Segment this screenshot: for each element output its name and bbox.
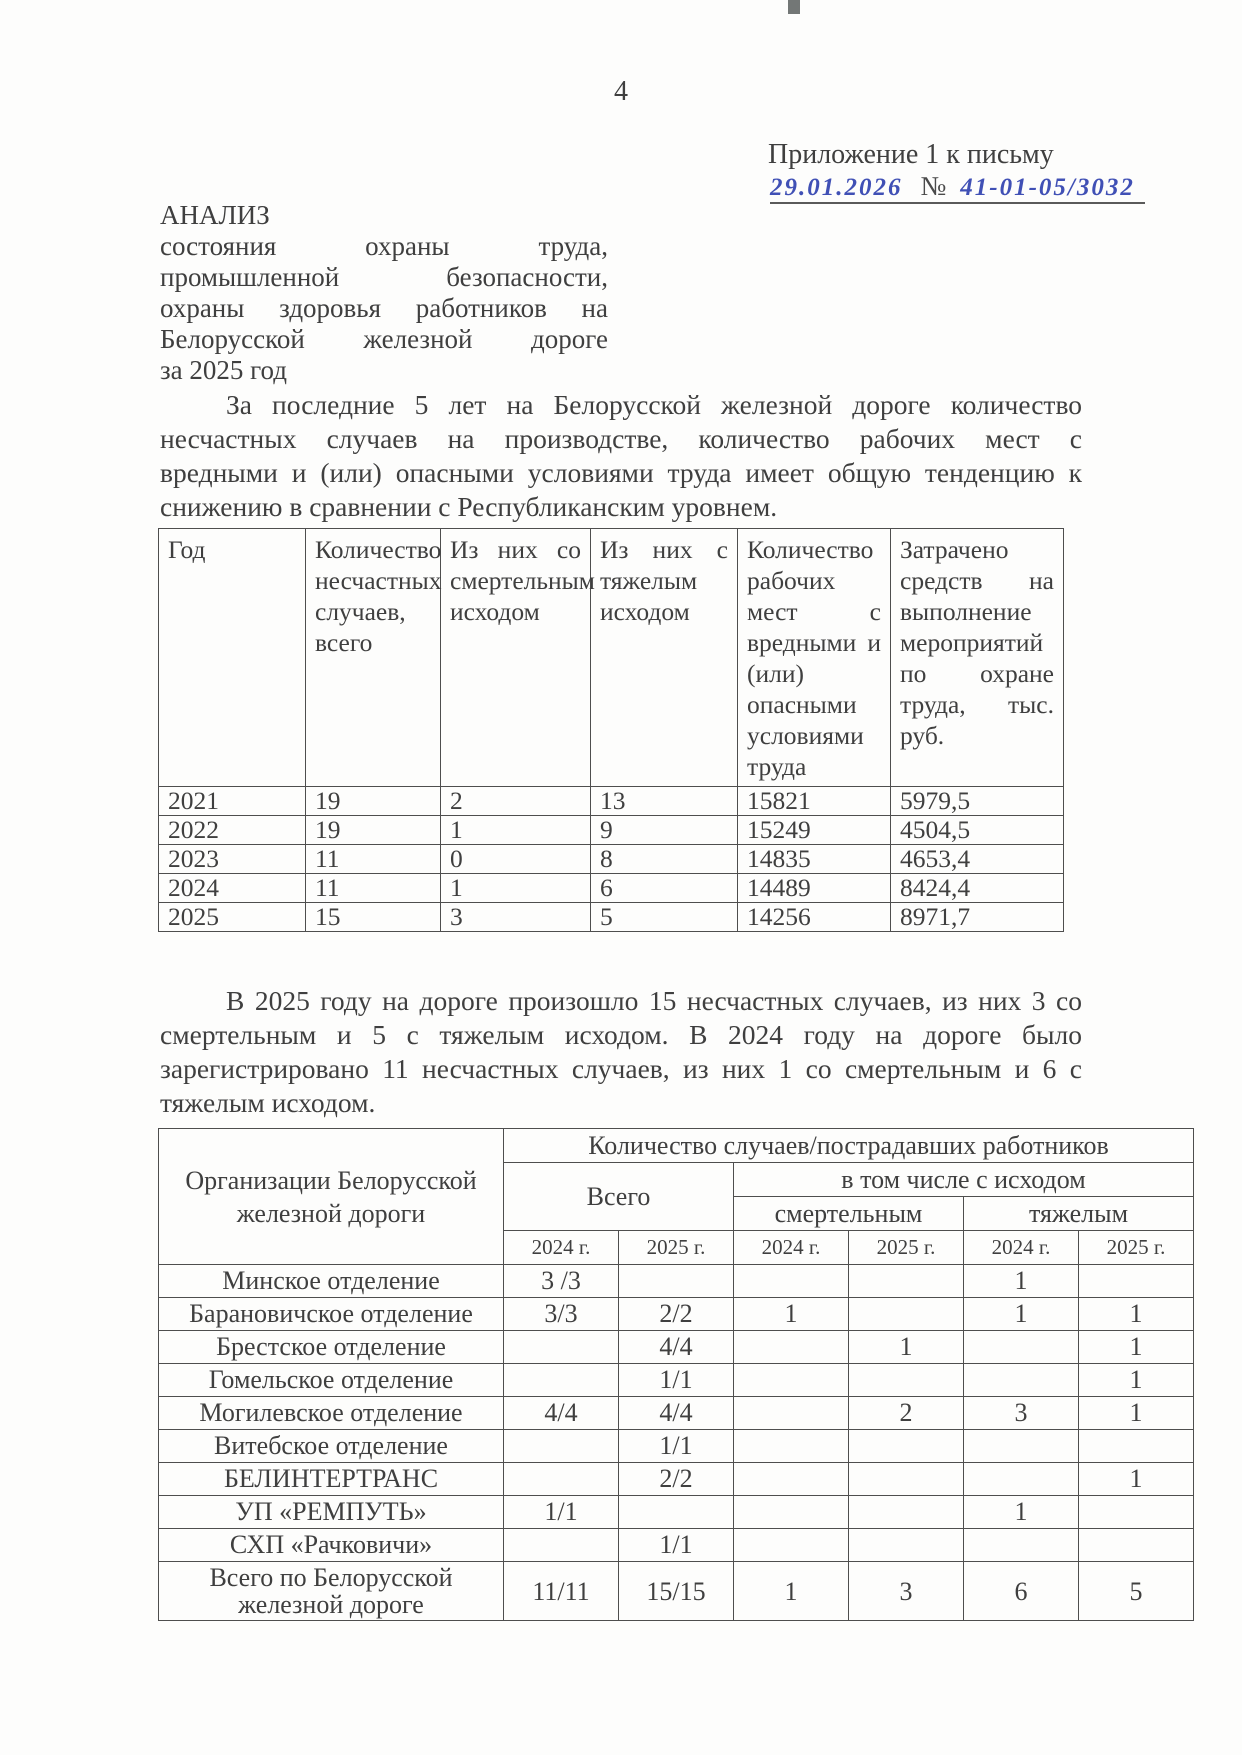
table-cell: 1 (1079, 1298, 1194, 1331)
paragraph-line: зарегистрировано 11 несчастных случаев, из них 1 со смертельным и 6 с (160, 1053, 1082, 1084)
table-cell (1079, 1265, 1194, 1298)
table-row (159, 1496, 1194, 1529)
organization-name: УП «РЕМПУТЬ» (159, 1496, 504, 1529)
table-cell: 3 (849, 1562, 964, 1621)
header-cell-spent-funds: Затрачено средств на выполнение мероприятий по охране труда, тыс. руб. (891, 529, 1064, 787)
organization-name: Могилевское отделение (159, 1397, 504, 1430)
table-cell: 8424,4 (891, 874, 1064, 903)
table-total-row (159, 1562, 1194, 1621)
table-cell: 8971,7 (891, 903, 1064, 932)
table-cell: 1 (964, 1265, 1079, 1298)
title-line: охраны здоровья работников на (160, 293, 608, 323)
header-cell-outcome: в том числе с исходом (734, 1163, 1194, 1197)
table-cell (504, 1463, 619, 1496)
table-cell (1079, 1496, 1194, 1529)
table-row (159, 874, 1064, 903)
table-cell (849, 1496, 964, 1529)
title-line: АНАЛИЗ (160, 200, 270, 230)
table-cell: 1 (734, 1562, 849, 1621)
table-cell (849, 1430, 964, 1463)
title-line: Белорусской железной дороге (160, 324, 608, 354)
organization-name: Брестское отделение (159, 1331, 504, 1364)
table-cell (964, 1331, 1079, 1364)
header-cell-severe: Из них с тяжелым исходом (591, 529, 738, 787)
table-row (159, 1463, 1194, 1496)
organization-name: Барановичское отделение (159, 1298, 504, 1331)
table-cell (734, 1496, 849, 1529)
table-cell: 2024 (159, 874, 306, 903)
accidents-by-year-table (158, 528, 1064, 932)
table-row (159, 787, 1064, 816)
table-cell (619, 1265, 734, 1298)
table-cell (734, 1463, 849, 1496)
table-cell: 1 (1079, 1331, 1194, 1364)
table-cell: 4653,4 (891, 845, 1064, 874)
table-cell: 6 (591, 874, 738, 903)
table-cell: 15249 (738, 816, 891, 845)
table-cell (1079, 1529, 1194, 1562)
table-cell: 1 (441, 816, 591, 845)
table-cell: 4/4 (619, 1397, 734, 1430)
table-cell: 6 (964, 1562, 1079, 1621)
table-cell: 4/4 (619, 1331, 734, 1364)
paragraph-line: несчастных случаев на производстве, количество рабочих мест с (160, 423, 1082, 454)
header-cell-year-2024: 2024 г. (734, 1231, 849, 1265)
table-cell: 2025 (159, 903, 306, 932)
table-cell: 1/1 (619, 1364, 734, 1397)
table-cell (849, 1463, 964, 1496)
table-cell: 2/2 (619, 1298, 734, 1331)
table-cell: 14489 (738, 874, 891, 903)
paragraph-line: тяжелым исходом. (160, 1087, 376, 1118)
table-cell: 1 (1079, 1364, 1194, 1397)
table-cell (734, 1529, 849, 1562)
paragraph-line: За последние 5 лет на Белорусской железной дороге количество (226, 389, 1082, 420)
organization-name: Витебское отделение (159, 1430, 504, 1463)
table-row (159, 845, 1064, 874)
table-cell (849, 1298, 964, 1331)
header-cell-severe-outcome: тяжелым (964, 1197, 1194, 1231)
table-header-row (159, 529, 1064, 787)
table-cell (734, 1397, 849, 1430)
table-cell (964, 1364, 1079, 1397)
table-cell: 19 (306, 816, 441, 845)
table-cell: 2/2 (619, 1463, 734, 1496)
title-line: промышленной безопасности, (160, 262, 608, 292)
header-cell-accidents-total: Количество несчастных случаев, всего (306, 529, 441, 787)
header-cell-fatal-outcome: смертельным (734, 1197, 964, 1231)
table-cell (504, 1331, 619, 1364)
table-row (159, 1529, 1194, 1562)
table-cell: 8 (591, 845, 738, 874)
table-cell (849, 1529, 964, 1562)
table-cell: 1 (441, 874, 591, 903)
table-cell (964, 1463, 1079, 1496)
table-cell: 1 (734, 1298, 849, 1331)
header-cell-total: Всего (504, 1163, 734, 1231)
table-header-row (159, 1129, 1194, 1163)
table-cell: 1/1 (619, 1529, 734, 1562)
table-cell: 1 (964, 1496, 1079, 1529)
table-cell: 0 (441, 845, 591, 874)
table-row (159, 1364, 1194, 1397)
table-cell: 1 (849, 1331, 964, 1364)
table-cell (849, 1364, 964, 1397)
table-cell (504, 1364, 619, 1397)
table-cell: 9 (591, 816, 738, 845)
title-line: состояния охраны труда, (160, 231, 608, 261)
table-cell: 2 (441, 787, 591, 816)
table-cell: 1 (964, 1298, 1079, 1331)
header-cell-year-2025: 2025 г. (619, 1231, 734, 1265)
table-cell (734, 1265, 849, 1298)
table-row (159, 1331, 1194, 1364)
header-cell-cases-count: Количество случаев/пострадавших работников (504, 1129, 1194, 1163)
header-cell-year-2025: 2025 г. (849, 1231, 964, 1265)
table-cell: 4504,5 (891, 816, 1064, 845)
organization-name: Минское отделение (159, 1265, 504, 1298)
table-row (159, 816, 1064, 845)
table-cell: 2022 (159, 816, 306, 845)
organizations-accidents-table (158, 1128, 1194, 1621)
table-cell: 14835 (738, 845, 891, 874)
table-cell: 5 (1079, 1562, 1194, 1621)
table-cell: 13 (591, 787, 738, 816)
page-number: 4 (614, 76, 628, 107)
table-cell: 3 /3 (504, 1265, 619, 1298)
annex-label: Приложение 1 к письму (768, 139, 1054, 170)
table-cell (734, 1430, 849, 1463)
table-row (159, 1298, 1194, 1331)
table-cell: 11/11 (504, 1562, 619, 1621)
header-cell-year: Год (159, 529, 306, 787)
table-cell: 1 (1079, 1463, 1194, 1496)
table-cell: 3 (441, 903, 591, 932)
table-cell: 3/3 (504, 1298, 619, 1331)
table-cell (964, 1430, 1079, 1463)
table-row (159, 1265, 1194, 1298)
table-cell: 11 (306, 845, 441, 874)
table-cell (734, 1364, 849, 1397)
table-cell: 1/1 (504, 1496, 619, 1529)
organization-name: СХП «Рачковичи» (159, 1529, 504, 1562)
header-cell-organizations: Организации Белорусской железной дороги (159, 1129, 504, 1265)
table-cell: 11 (306, 874, 441, 903)
table-cell (849, 1265, 964, 1298)
table-row (159, 1430, 1194, 1463)
number-sign: № (917, 171, 955, 204)
table-cell: 15821 (738, 787, 891, 816)
handwritten-date: 29.01.2026 (770, 174, 917, 204)
paragraph-line: В 2025 году на дороге произошло 15 несчастных случаев, из них 3 со (226, 985, 1082, 1016)
table-cell (619, 1496, 734, 1529)
table-cell (1079, 1430, 1194, 1463)
header-cell-harmful-workplaces: Количество рабочих мест с вредными и (или) опасными условиями труда (738, 529, 891, 787)
table-cell: 1 (1079, 1397, 1194, 1430)
table-cell (964, 1529, 1079, 1562)
table-cell: 15 (306, 903, 441, 932)
table-cell (734, 1331, 849, 1364)
organization-name: БЕЛИНТЕРТРАНС (159, 1463, 504, 1496)
table-cell: 5 (591, 903, 738, 932)
table-cell: 15/15 (619, 1562, 734, 1621)
table-cell: 2 (849, 1397, 964, 1430)
organization-name: Всего по Белорусской железной дороге (159, 1562, 504, 1621)
paragraph-line: снижению в сравнении с Республиканским уровнем. (160, 491, 778, 522)
table-row (159, 903, 1064, 932)
table-cell: 19 (306, 787, 441, 816)
header-cell-fatal: Из них со смертельным исходом (441, 529, 591, 787)
table-cell: 1/1 (619, 1430, 734, 1463)
table-cell: 2021 (159, 787, 306, 816)
header-cell-year-2025: 2025 г. (1079, 1231, 1194, 1265)
table-cell: 5979,5 (891, 787, 1064, 816)
document-title (160, 200, 608, 386)
table-cell: 14256 (738, 903, 891, 932)
header-cell-year-2024: 2024 г. (964, 1231, 1079, 1265)
table-row (159, 1397, 1194, 1430)
summary-paragraph (160, 984, 1082, 1120)
organization-name: Гомельское отделение (159, 1364, 504, 1397)
table-cell: 4/4 (504, 1397, 619, 1430)
letter-reference-line (770, 168, 1200, 206)
intro-paragraph (160, 388, 1082, 524)
table-cell (504, 1529, 619, 1562)
header-cell-year-2024: 2024 г. (504, 1231, 619, 1265)
table-cell (504, 1430, 619, 1463)
handwritten-letter-number: 41-01-05/3032 (954, 174, 1145, 204)
table-cell: 2023 (159, 845, 306, 874)
scan-artifact-mark (788, 0, 800, 14)
title-line: за 2025 год (160, 355, 288, 385)
table-cell: 3 (964, 1397, 1079, 1430)
paragraph-line: вредными и (или) опасными условиями труда имеет общую тенденцию к (160, 457, 1082, 488)
paragraph-line: смертельным и 5 с тяжелым исходом. В 2024 году на дороге было (160, 1019, 1082, 1050)
